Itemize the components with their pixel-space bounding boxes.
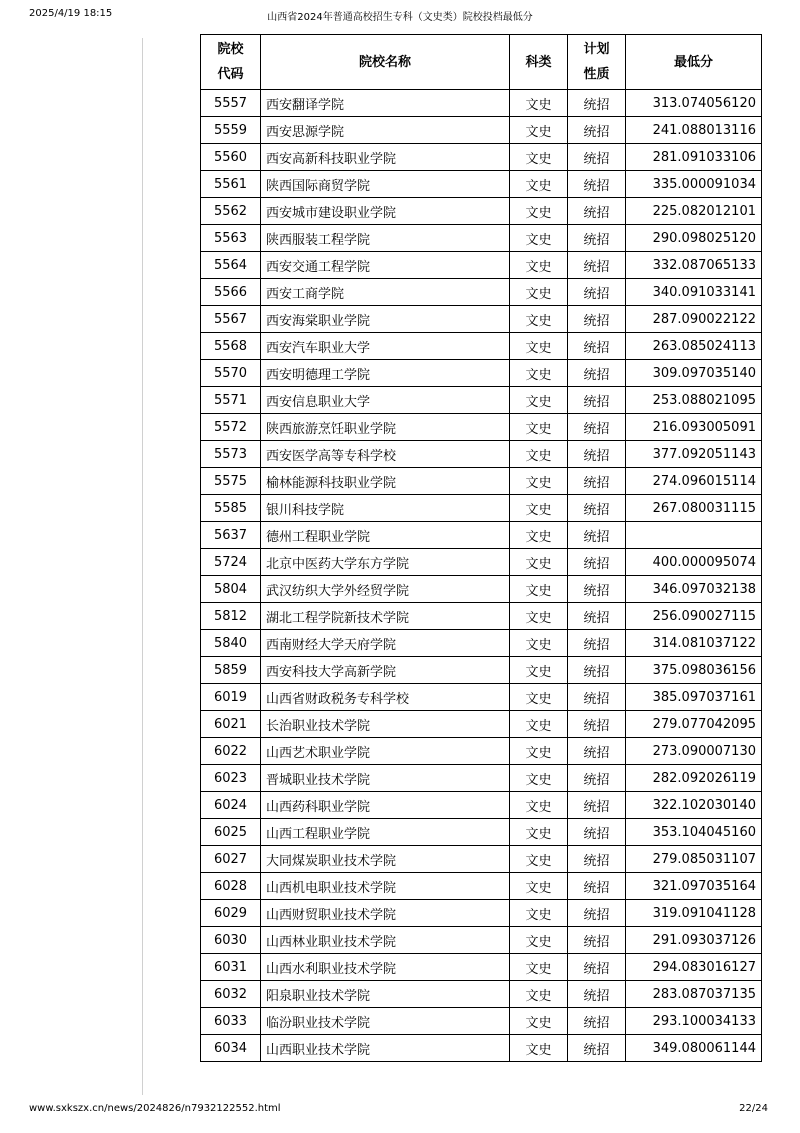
- table-row: [201, 171, 762, 198]
- table-row: [201, 900, 762, 927]
- min-score-cell: 332.087065133: [626, 252, 762, 279]
- school-code-cell: 5570: [201, 360, 261, 387]
- school-code-cell: 6034: [201, 1035, 261, 1062]
- category-cell: 文史: [510, 981, 568, 1008]
- column-header-type: 科类: [510, 35, 568, 90]
- category-cell: 文史: [510, 414, 568, 441]
- school-code-cell: 5568: [201, 333, 261, 360]
- column-header-code: 院校 代码: [201, 35, 261, 90]
- table-row: [201, 414, 762, 441]
- category-cell: 文史: [510, 549, 568, 576]
- school-name-cell: 大同煤炭职业技术学院: [261, 846, 510, 873]
- table-row: [201, 468, 762, 495]
- category-cell: 文史: [510, 954, 568, 981]
- category-cell: 文史: [510, 819, 568, 846]
- min-score-cell: 335.000091034: [626, 171, 762, 198]
- column-header-name: 院校名称: [261, 35, 510, 90]
- min-score-cell: 256.090027115: [626, 603, 762, 630]
- table-row: [201, 792, 762, 819]
- school-code-cell: 5563: [201, 225, 261, 252]
- category-cell: 文史: [510, 144, 568, 171]
- category-cell: 文史: [510, 468, 568, 495]
- category-cell: 文史: [510, 711, 568, 738]
- school-code-cell: 6028: [201, 873, 261, 900]
- plan-type-cell: 统招: [568, 495, 626, 522]
- school-code-cell: 5564: [201, 252, 261, 279]
- plan-type-cell: 统招: [568, 279, 626, 306]
- table-row: [201, 576, 762, 603]
- plan-type-cell: 统招: [568, 117, 626, 144]
- category-cell: 文史: [510, 279, 568, 306]
- category-cell: 文史: [510, 333, 568, 360]
- plan-type-cell: 统招: [568, 333, 626, 360]
- plan-type-cell: 统招: [568, 846, 626, 873]
- plan-type-cell: 统招: [568, 711, 626, 738]
- category-cell: 文史: [510, 765, 568, 792]
- category-cell: 文史: [510, 117, 568, 144]
- school-name-cell: 长治职业技术学院: [261, 711, 510, 738]
- category-cell: 文史: [510, 171, 568, 198]
- school-code-cell: 6021: [201, 711, 261, 738]
- school-name-cell: 西安交通工程学院: [261, 252, 510, 279]
- school-code-cell: 5637: [201, 522, 261, 549]
- school-code-cell: 6033: [201, 1008, 261, 1035]
- school-name-cell: 山西药科职业学院: [261, 792, 510, 819]
- school-code-cell: 6029: [201, 900, 261, 927]
- table-row: [201, 495, 762, 522]
- school-name-cell: 山西林业职业技术学院: [261, 927, 510, 954]
- category-cell: 文史: [510, 630, 568, 657]
- plan-type-cell: 统招: [568, 387, 626, 414]
- school-name-cell: 山西机电职业技术学院: [261, 873, 510, 900]
- column-header-score: 最低分: [626, 35, 762, 90]
- plan-type-cell: 统招: [568, 792, 626, 819]
- plan-type-cell: 统招: [568, 657, 626, 684]
- page-title: 山西省2024年普通高校招生专科（文史类）院校投档最低分: [267, 12, 533, 23]
- table-row: [201, 522, 762, 549]
- plan-type-cell: 统招: [568, 981, 626, 1008]
- min-score-cell: 340.091033141: [626, 279, 762, 306]
- min-score-cell: 319.091041128: [626, 900, 762, 927]
- min-score-cell: 273.090007130: [626, 738, 762, 765]
- min-score-cell: 225.082012101: [626, 198, 762, 225]
- category-cell: 文史: [510, 495, 568, 522]
- plan-type-cell: 统招: [568, 603, 626, 630]
- min-score-cell: 282.092026119: [626, 765, 762, 792]
- table-row: [201, 765, 762, 792]
- table-row: [201, 306, 762, 333]
- plan-type-cell: 统招: [568, 414, 626, 441]
- school-name-cell: 西安翻译学院: [261, 90, 510, 117]
- table-row: [201, 603, 762, 630]
- table-row: [201, 144, 762, 171]
- school-code-cell: 5557: [201, 90, 261, 117]
- school-name-cell: 西安信息职业大学: [261, 387, 510, 414]
- school-name-cell: 西安医学高等专科学校: [261, 441, 510, 468]
- category-cell: 文史: [510, 1035, 568, 1062]
- table-row: [201, 333, 762, 360]
- plan-type-cell: 统招: [568, 1008, 626, 1035]
- table-header-row: [201, 35, 762, 90]
- table-row: [201, 927, 762, 954]
- school-name-cell: 德州工程职业学院: [261, 522, 510, 549]
- min-score-cell: [626, 522, 762, 549]
- table-row: [201, 549, 762, 576]
- plan-type-cell: 统招: [568, 1035, 626, 1062]
- school-code-cell: 5571: [201, 387, 261, 414]
- plan-type-cell: 统招: [568, 900, 626, 927]
- category-cell: 文史: [510, 738, 568, 765]
- source-url: www.sxkszx.cn/news/2024826/n7932122552.html: [29, 1103, 281, 1114]
- plan-type-cell: 统招: [568, 360, 626, 387]
- school-name-cell: 山西财贸职业技术学院: [261, 900, 510, 927]
- school-code-cell: 5804: [201, 576, 261, 603]
- school-name-cell: 山西工程职业学院: [261, 819, 510, 846]
- plan-type-cell: 统招: [568, 954, 626, 981]
- school-name-cell: 武汉纺织大学外经贸学院: [261, 576, 510, 603]
- min-score-cell: 281.091033106: [626, 144, 762, 171]
- table-row: [201, 117, 762, 144]
- table-row: [201, 387, 762, 414]
- table-row: [201, 225, 762, 252]
- min-score-cell: 279.077042095: [626, 711, 762, 738]
- min-score-cell: 263.085024113: [626, 333, 762, 360]
- min-score-cell: 313.074056120: [626, 90, 762, 117]
- school-name-cell: 西南财经大学天府学院: [261, 630, 510, 657]
- school-name-cell: 西安城市建设职业学院: [261, 198, 510, 225]
- category-cell: 文史: [510, 306, 568, 333]
- margin-divider: [142, 38, 143, 1095]
- category-cell: 文史: [510, 90, 568, 117]
- plan-type-cell: 统招: [568, 225, 626, 252]
- school-code-cell: 5812: [201, 603, 261, 630]
- min-score-cell: 294.083016127: [626, 954, 762, 981]
- plan-type-cell: 统招: [568, 522, 626, 549]
- plan-type-cell: 统招: [568, 738, 626, 765]
- category-cell: 文史: [510, 657, 568, 684]
- table-row: [201, 738, 762, 765]
- school-name-cell: 西安明德理工学院: [261, 360, 510, 387]
- school-code-cell: 5585: [201, 495, 261, 522]
- table-row: [201, 684, 762, 711]
- plan-type-cell: 统招: [568, 144, 626, 171]
- min-score-cell: 400.000095074: [626, 549, 762, 576]
- plan-type-cell: 统招: [568, 927, 626, 954]
- table-row: [201, 252, 762, 279]
- category-cell: 文史: [510, 252, 568, 279]
- school-name-cell: 银川科技学院: [261, 495, 510, 522]
- min-score-cell: 353.104045160: [626, 819, 762, 846]
- min-score-cell: 216.093005091: [626, 414, 762, 441]
- table-row: [201, 360, 762, 387]
- min-score-cell: 290.098025120: [626, 225, 762, 252]
- category-cell: 文史: [510, 900, 568, 927]
- category-cell: 文史: [510, 873, 568, 900]
- min-score-cell: 375.098036156: [626, 657, 762, 684]
- school-code-cell: 6019: [201, 684, 261, 711]
- category-cell: 文史: [510, 441, 568, 468]
- min-score-cell: 377.092051143: [626, 441, 762, 468]
- category-cell: 文史: [510, 387, 568, 414]
- school-code-cell: 6030: [201, 927, 261, 954]
- table-body: [201, 90, 762, 1062]
- school-code-cell: 5859: [201, 657, 261, 684]
- table-row: [201, 873, 762, 900]
- plan-type-cell: 统招: [568, 252, 626, 279]
- plan-type-cell: 统招: [568, 549, 626, 576]
- school-code-cell: 5561: [201, 171, 261, 198]
- school-name-cell: 西安工商学院: [261, 279, 510, 306]
- school-code-cell: 5560: [201, 144, 261, 171]
- plan-type-cell: 统招: [568, 819, 626, 846]
- school-name-cell: 陕西服装工程学院: [261, 225, 510, 252]
- school-name-cell: 西安汽车职业大学: [261, 333, 510, 360]
- school-name-cell: 陕西国际商贸学院: [261, 171, 510, 198]
- min-score-cell: 385.097037161: [626, 684, 762, 711]
- school-code-cell: 6024: [201, 792, 261, 819]
- table-row: [201, 279, 762, 306]
- school-name-cell: 西安科技大学高新学院: [261, 657, 510, 684]
- school-name-cell: 湖北工程学院新技术学院: [261, 603, 510, 630]
- table-row: [201, 846, 762, 873]
- school-code-cell: 5573: [201, 441, 261, 468]
- min-score-cell: 322.102030140: [626, 792, 762, 819]
- plan-type-cell: 统招: [568, 468, 626, 495]
- min-score-cell: 291.093037126: [626, 927, 762, 954]
- min-score-cell: 287.090022122: [626, 306, 762, 333]
- category-cell: 文史: [510, 225, 568, 252]
- school-code-cell: 5567: [201, 306, 261, 333]
- category-cell: 文史: [510, 846, 568, 873]
- table-row: [201, 819, 762, 846]
- plan-type-cell: 统招: [568, 441, 626, 468]
- min-score-cell: 346.097032138: [626, 576, 762, 603]
- school-code-cell: 5562: [201, 198, 261, 225]
- table-row: [201, 441, 762, 468]
- table-row: [201, 1008, 762, 1035]
- min-score-cell: 314.081037122: [626, 630, 762, 657]
- plan-type-cell: 统招: [568, 630, 626, 657]
- min-score-cell: 349.080061144: [626, 1035, 762, 1062]
- school-name-cell: 晋城职业技术学院: [261, 765, 510, 792]
- plan-type-cell: 统招: [568, 171, 626, 198]
- category-cell: 文史: [510, 603, 568, 630]
- plan-type-cell: 统招: [568, 873, 626, 900]
- school-code-cell: 6032: [201, 981, 261, 1008]
- school-code-cell: 6022: [201, 738, 261, 765]
- school-name-cell: 北京中医药大学东方学院: [261, 549, 510, 576]
- plan-type-cell: 统招: [568, 198, 626, 225]
- school-code-cell: 5566: [201, 279, 261, 306]
- school-code-cell: 5840: [201, 630, 261, 657]
- category-cell: 文史: [510, 360, 568, 387]
- table-row: [201, 1035, 762, 1062]
- school-code-cell: 6031: [201, 954, 261, 981]
- category-cell: 文史: [510, 1008, 568, 1035]
- min-score-cell: 253.088021095: [626, 387, 762, 414]
- table-row: [201, 198, 762, 225]
- min-score-cell: 293.100034133: [626, 1008, 762, 1035]
- page-number: 22/24: [739, 1103, 768, 1114]
- admission-score-table: [200, 34, 762, 1062]
- min-score-cell: 309.097035140: [626, 360, 762, 387]
- plan-type-cell: 统招: [568, 576, 626, 603]
- school-code-cell: 6027: [201, 846, 261, 873]
- min-score-cell: 267.080031115: [626, 495, 762, 522]
- school-name-cell: 临汾职业技术学院: [261, 1008, 510, 1035]
- table-row: [201, 90, 762, 117]
- school-code-cell: 5572: [201, 414, 261, 441]
- table-row: [201, 711, 762, 738]
- min-score-cell: 241.088013116: [626, 117, 762, 144]
- school-name-cell: 西安高新科技职业学院: [261, 144, 510, 171]
- min-score-cell: 279.085031107: [626, 846, 762, 873]
- school-name-cell: 山西省财政税务专科学校: [261, 684, 510, 711]
- category-cell: 文史: [510, 576, 568, 603]
- plan-type-cell: 统招: [568, 306, 626, 333]
- school-name-cell: 陕西旅游烹饪职业学院: [261, 414, 510, 441]
- category-cell: 文史: [510, 927, 568, 954]
- school-name-cell: 榆林能源科技职业学院: [261, 468, 510, 495]
- category-cell: 文史: [510, 792, 568, 819]
- school-name-cell: 山西职业技术学院: [261, 1035, 510, 1062]
- min-score-cell: 274.096015114: [626, 468, 762, 495]
- school-name-cell: 西安海棠职业学院: [261, 306, 510, 333]
- table-row: [201, 630, 762, 657]
- min-score-cell: 283.087037135: [626, 981, 762, 1008]
- category-cell: 文史: [510, 522, 568, 549]
- school-code-cell: 5575: [201, 468, 261, 495]
- school-name-cell: 山西水利职业技术学院: [261, 954, 510, 981]
- category-cell: 文史: [510, 684, 568, 711]
- school-code-cell: 5724: [201, 549, 261, 576]
- plan-type-cell: 统招: [568, 765, 626, 792]
- print-datetime: 2025/4/19 18:15: [29, 8, 113, 19]
- plan-type-cell: 统招: [568, 90, 626, 117]
- school-code-cell: 6025: [201, 819, 261, 846]
- school-code-cell: 6023: [201, 765, 261, 792]
- column-header-plan: 计划 性质: [568, 35, 626, 90]
- min-score-cell: 321.097035164: [626, 873, 762, 900]
- school-name-cell: 阳泉职业技术学院: [261, 981, 510, 1008]
- table-row: [201, 981, 762, 1008]
- school-code-cell: 5559: [201, 117, 261, 144]
- table-row: [201, 954, 762, 981]
- table-row: [201, 657, 762, 684]
- school-name-cell: 山西艺术职业学院: [261, 738, 510, 765]
- plan-type-cell: 统招: [568, 684, 626, 711]
- category-cell: 文史: [510, 198, 568, 225]
- school-name-cell: 西安思源学院: [261, 117, 510, 144]
